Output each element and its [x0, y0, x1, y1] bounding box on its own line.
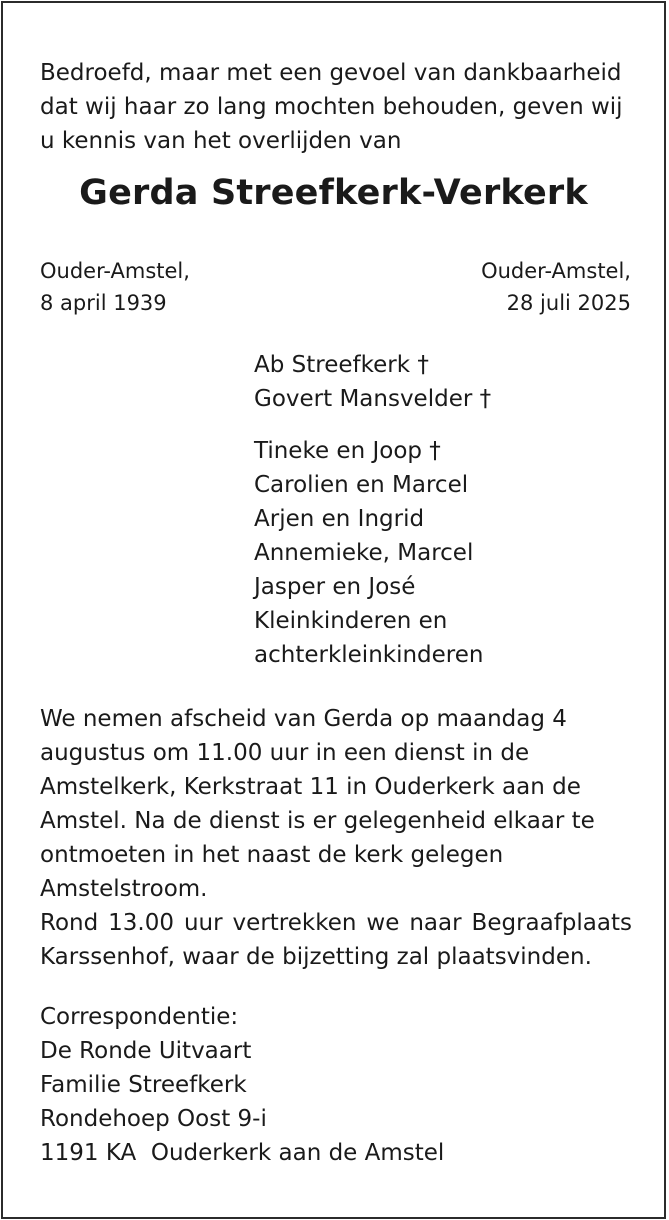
correspondence-line: Rondehoep Oost 9-i	[40, 1106, 267, 1132]
family-member: Carolien en Marcel	[254, 472, 469, 498]
obituary-card	[1, 1, 666, 1219]
service-line: Rond 13.00 uur vertrekken we naar Begraafplaats	[40, 910, 632, 936]
deceased-name: Gerda Streefkerk-Verkerk	[79, 173, 588, 213]
intro-line: Bedroefd, maar met een gevoel van dankbaarheid	[40, 60, 622, 86]
correspondence-block	[40, 1000, 632, 1170]
family-member: Kleinkinderen en	[254, 608, 448, 634]
family-member: Ab Streefkerk †	[254, 352, 429, 378]
intro-line: u kennis van het overlijden van	[40, 128, 402, 154]
service-paragraph	[40, 702, 632, 974]
service-line: Karssenhof, waar de bijzetting zal plaatsvinden.	[40, 944, 592, 970]
family-group-children	[254, 434, 483, 672]
service-line: augustus om 11.00 uur in een dienst in de	[40, 740, 530, 766]
family-member: Arjen en Ingrid	[254, 506, 425, 532]
family-member: Govert Mansvelder †	[254, 386, 492, 412]
service-line: Amstelstroom.	[40, 876, 208, 902]
death-date: 28 juli 2025	[506, 291, 631, 315]
birth-date: 8 april 1939	[40, 291, 167, 315]
correspondence-line: Familie Streefkerk	[40, 1072, 247, 1098]
death-place: Ouder-Amstel,	[481, 259, 631, 283]
family-member: Tineke en Joop †	[254, 438, 441, 464]
family-member: Annemieke, Marcel	[254, 540, 474, 566]
family-member: achterkleinkinderen	[254, 642, 484, 668]
service-line: ontmoeten in het naast de kerk gelegen	[40, 842, 504, 868]
family-member: Jasper en José	[254, 574, 416, 600]
service-line: Amstelkerk, Kerkstraat 11 in Ouderkerk aan de	[40, 774, 581, 800]
family-group-partners	[254, 348, 491, 416]
birth-place: Ouder-Amstel,	[40, 259, 190, 283]
correspondence-line: 1191 KA Ouderkerk aan de Amstel	[40, 1140, 445, 1166]
death-info	[481, 255, 631, 319]
service-line: Amstel. Na de dienst is er gelegenheid elkaar te	[40, 808, 595, 834]
service-line: We nemen afscheid van Gerda op maandag 4	[40, 706, 567, 732]
intro-paragraph	[40, 56, 632, 158]
correspondence-heading: Correspondentie:	[40, 1004, 239, 1030]
correspondence-line: De Ronde Uitvaart	[40, 1038, 252, 1064]
intro-line: dat wij haar zo lang mochten behouden, geven wij	[40, 94, 623, 120]
birth-info	[40, 255, 190, 319]
